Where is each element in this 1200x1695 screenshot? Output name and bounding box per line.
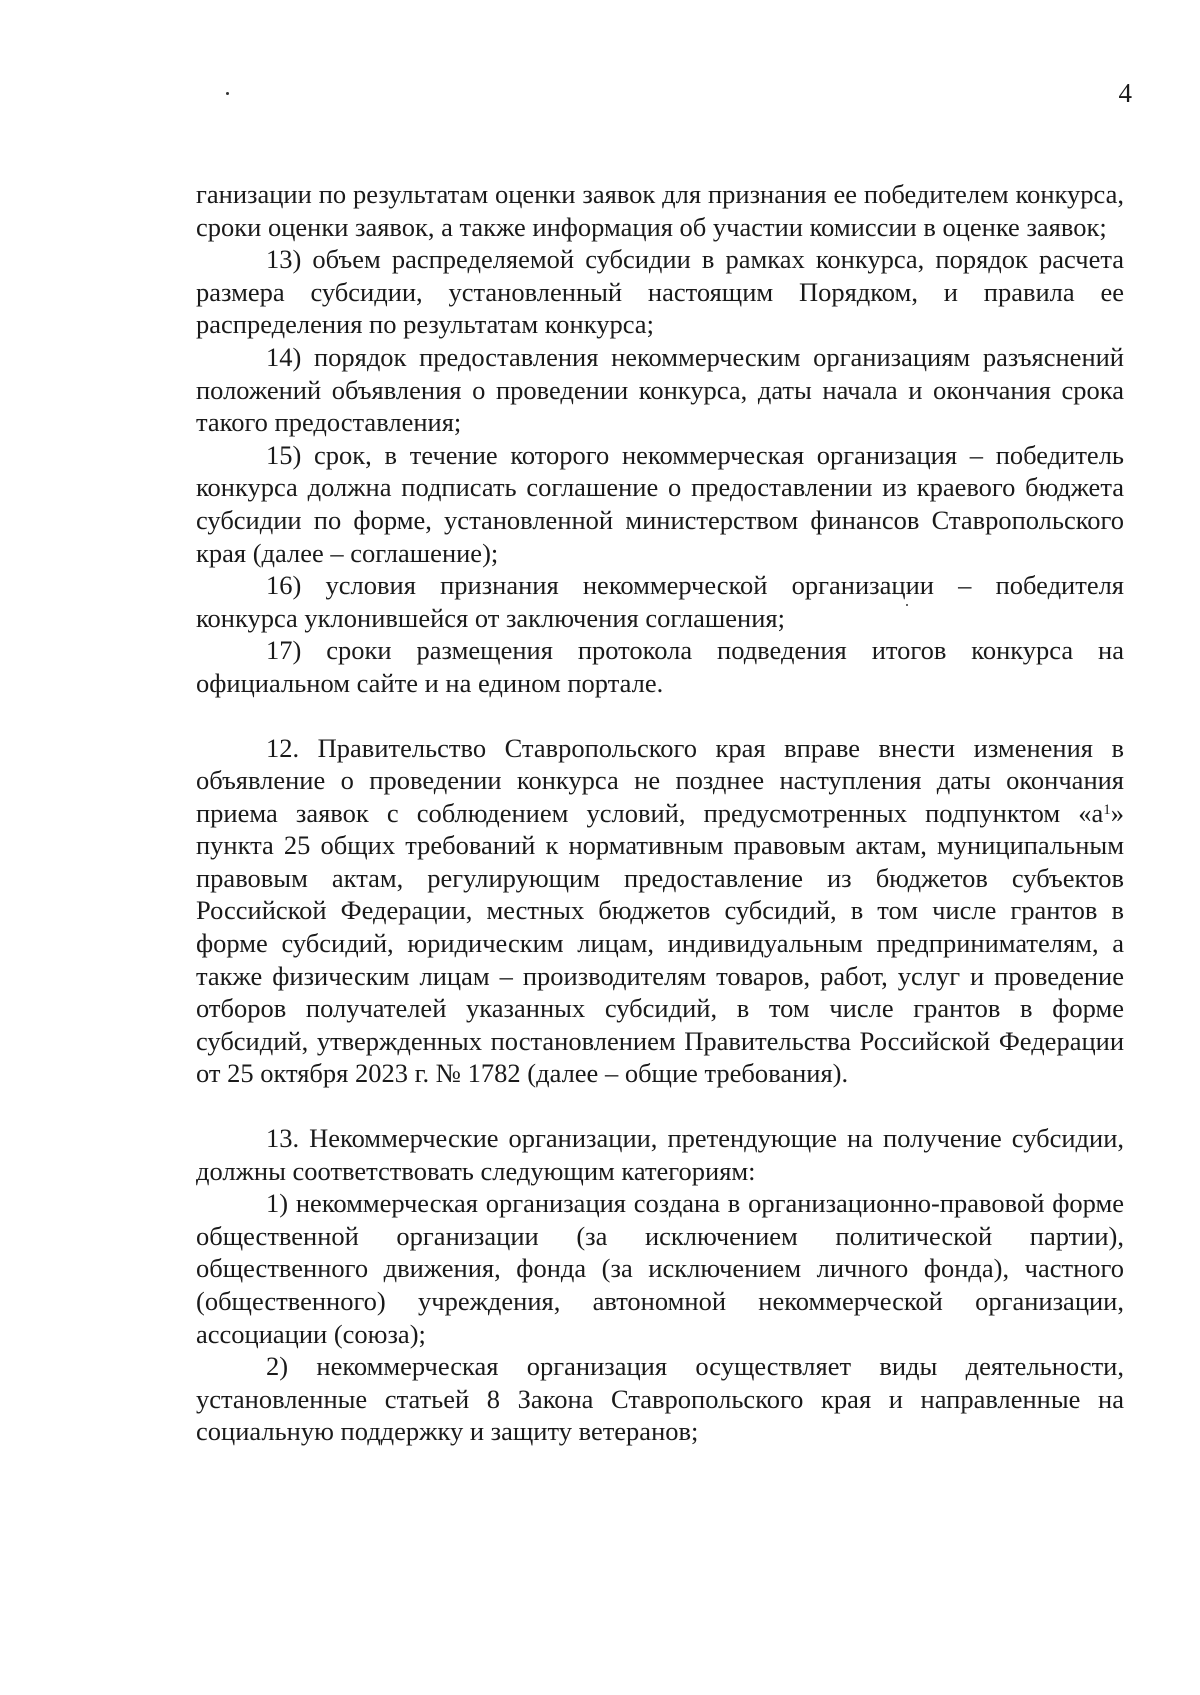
superscript-marker: 1	[1103, 801, 1111, 818]
paragraph-13-intro: 13. Некоммерческие организации, претендующие на получение субсидии, должны соответствовать следующим категориям:	[196, 1123, 1124, 1186]
category-item-1: 1) некоммерческая организация создана в организационно-правовой форме общественной организации (за исключением политической партии), общественного движения, фонда (за исключением личного фонда), частного (общественного) учреждения, автономной некоммерческой организации, ассоциации (союза);	[196, 1188, 1124, 1349]
page-number: 4	[1118, 78, 1132, 108]
category-item-2: 2) некоммерческая организация осуществляет виды деятельности, установленные статьей 8 Закона Ставропольского края и направленные на социальную поддержку и защиту ветеранов;	[196, 1351, 1124, 1447]
list-item-16: 16) условия признания некоммерческой организации – победителя конкурса уклонившейся от заключения соглашения;	[196, 570, 1124, 633]
scan-artifact-dot	[226, 92, 229, 95]
list-item-14: 14) порядок предоставления некоммерческим организациям разъяснений положений объявления о проведении конкурса, даты начала и окончания срока такого предоставления;	[196, 341, 1124, 438]
continued-list-item: ганизации по результатам оценки заявок для признания ее победителем конкурса, сроки оценки заявок, а также информация об участии комиссии в оценке заявок;	[196, 179, 1124, 242]
paragraph-12	[196, 732, 1124, 1091]
list-item-13: 13) объем распределяемой субсидии в рамках конкурса, порядок расчета размера субсидии, установленный настоящим Порядком, и правила ее распределения по результатам конкурса;	[196, 244, 1124, 340]
paragraph-12-text-end: » пункта 25 общих требований к нормативным правовым актам, муниципальным правовым актам, регулирующим предоставление из бюджетов субъектов Российской Федерации, местных бюджетов субсидий, в том числе грантов в форме субсидий, юридическим лицам, индивидуальным предпринимателям, а также физическим лицам – производителям товаров, работ, услуг и проведение отборов получателей указанных субсидий, в том числе грантов в форме субсидий, утвержденных постановлением Правительства Российской Федерации от 25 октября 2023 г. № 1782 (далее – общие требования).	[196, 797, 1124, 1089]
list-item-15: 15) срок, в течение которого некоммерческая организация – победитель конкурса должна подписать соглашение о предоставлении из краевого бюджета субсидии по форме, установленной министерством финансов Ставропольского края (далее – соглашение);	[196, 439, 1124, 568]
document-body	[196, 178, 1124, 1448]
list-item-17: 17) сроки размещения протокола подведения итогов конкурса на официальном сайте и на едином портале.	[196, 635, 1124, 698]
paragraph-12-text-start: 12. Правительство Ставропольского края вправе внести изменения в объявление о проведении конкурса не позднее наступления даты окончания приема заявок с соблюдением условий, предусмотренных подпунктом «а	[196, 732, 1124, 828]
